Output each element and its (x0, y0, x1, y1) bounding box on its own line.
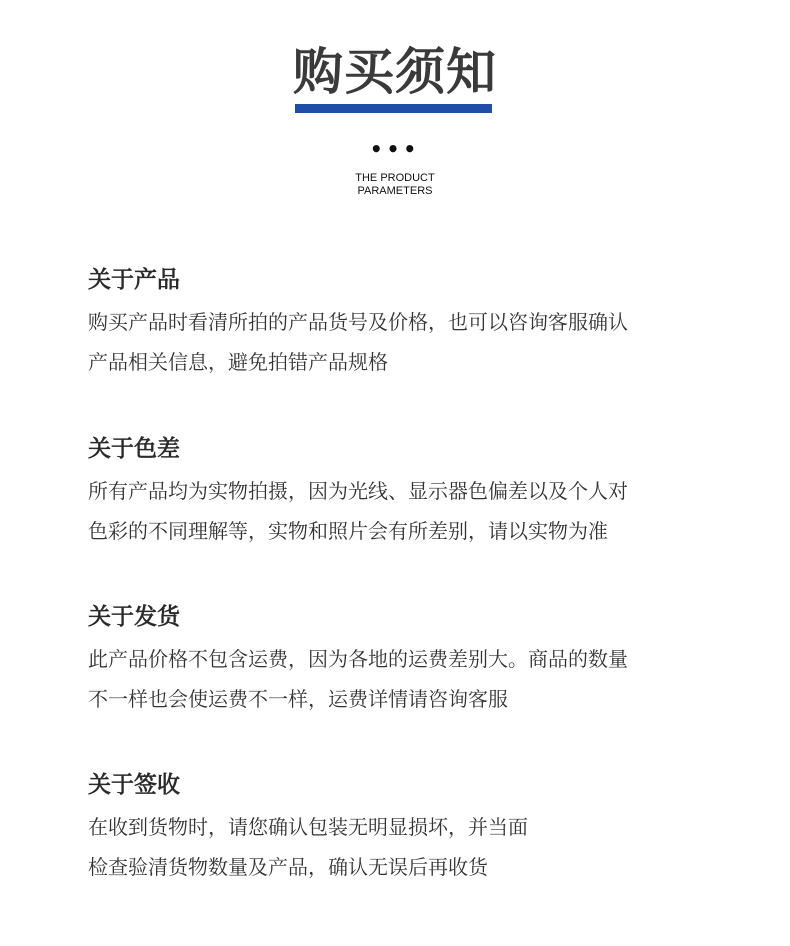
page-title: 购买须知 (293, 43, 497, 101)
section-heading: 关于产品 (88, 267, 180, 293)
section-about-product (88, 264, 768, 382)
section-heading: 关于签收 (88, 772, 180, 798)
subtitle-line-1: THE PRODUCT (355, 172, 435, 184)
section-text-line: 不一样也会使运费不一样，运费详情请咨询客服 (88, 687, 508, 711)
decorative-dots: ••• (369, 137, 421, 161)
section-text-line: 购买产品时看清所拍的产品货号及价格，也可以咨询客服确认 (88, 310, 628, 334)
section-text-line: 在收到货物时，请您确认包装无明显损坏，并当面 (88, 815, 528, 839)
section-heading: 关于发货 (88, 604, 180, 630)
section-text-line: 产品相关信息，避免拍错产品规格 (88, 350, 388, 374)
section-text-line: 检查验清货物数量及产品，确认无误后再收货 (88, 855, 488, 879)
section-text-line: 色彩的不同理解等，实物和照片会有所差别，请以实物为准 (88, 519, 608, 543)
section-text-line: 此产品价格不包含运费，因为各地的运费差别大。商品的数量 (88, 647, 628, 671)
title-underline-bar (295, 104, 492, 113)
section-about-shipping (88, 601, 768, 719)
subtitle-line-2: PARAMETERS (357, 185, 433, 197)
section-about-receipt (88, 769, 768, 887)
page-subtitle (0, 172, 790, 198)
page-header (0, 0, 790, 210)
section-about-color-difference (88, 433, 768, 551)
section-heading: 关于色差 (88, 436, 180, 462)
section-text-line: 所有产品均为实物拍摄，因为光线、显示器色偏差以及个人对 (88, 479, 628, 503)
